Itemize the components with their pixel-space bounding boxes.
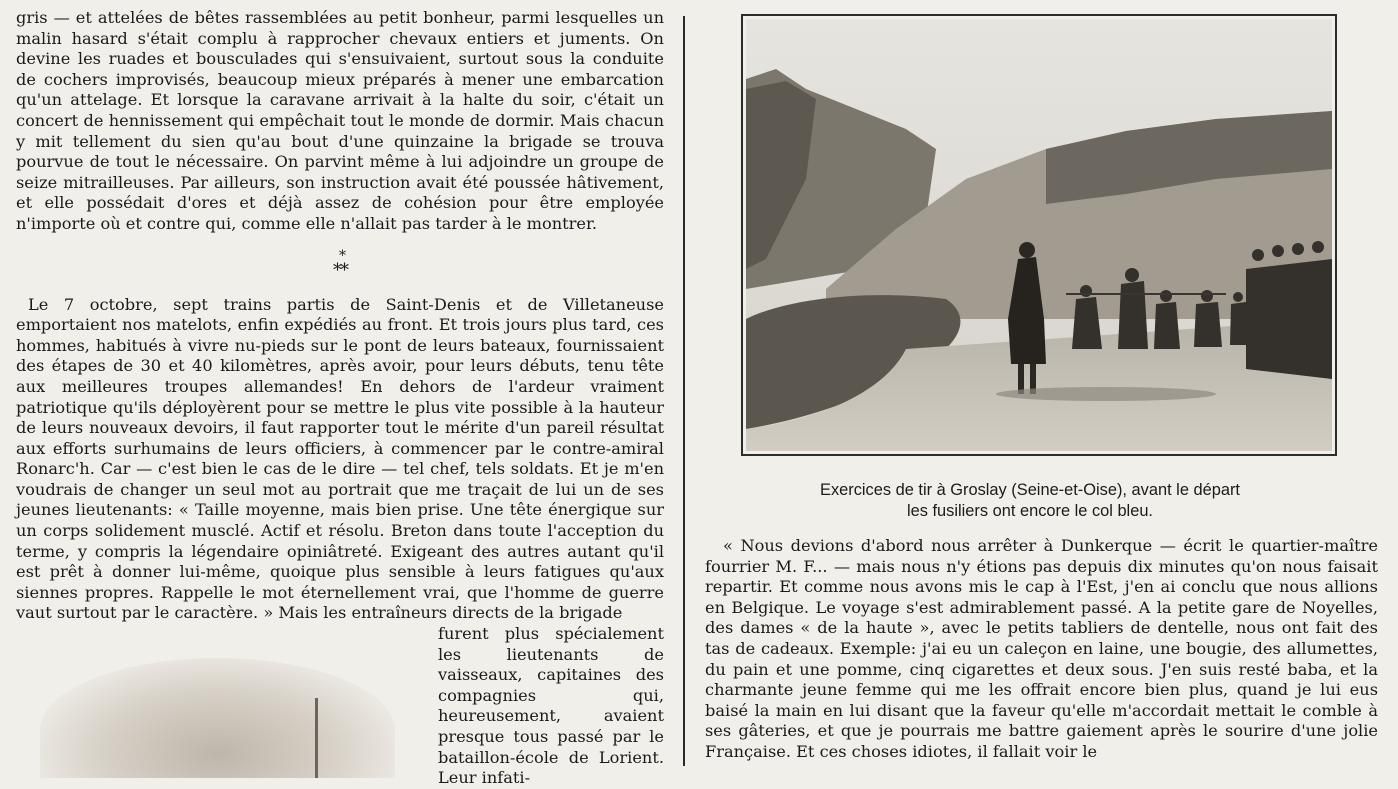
photo-caption bbox=[720, 480, 1340, 522]
photo-shooting-exercise bbox=[746, 19, 1332, 451]
section-ornament bbox=[16, 247, 664, 281]
paragraph-caravane: gris — et attelées de bêtes rassemblées au petit bonheur, parmi lesquelles un malin hasard s'était complu à rapprocher chevaux entiers et juments. On devine les ruades et bousculades qui s'ensuivaient, surtout sous la conduite de cochers improvisés, beaucoup mieux préparés à mener une embarcation qu'un attelage. Et lorsque la caravane arrivait à la halte du soir, c'était un concert de hennissement qui empêchait tout le monde de dormir. Mais chacun y mit tellement du sien qu'au bout d'une quinzaine la brigade se trouva pourvue de tout le nécessaire. On parvint même à lui adjoindre un groupe de seize mitrailleuses. Par ailleurs, son instruction avait été poussée hâtivement, et elle possédait d'ores et déjà assez de cohésion pour être employée n'importe où et contre qui, comme elle n'allait pas tarder à le montrer. bbox=[16, 8, 664, 233]
right-column bbox=[705, 536, 1378, 763]
paragraph-letter-quote: « Nous devions d'abord nous arrêter à Dunkerque — écrit le quartier-maître fourrier M. F... — mais nous n'y étions pas depuis dix minutes qu'on nous faisait repartir. Et comme nous avons mis le cap à l'Est, j'en ai conclu que nous allions en Belgique. Le voyage s'est admirablement passé. A la petite gare de Noyelles, des dames « de la haute », avec le petits tabliers de dentelle, nous ont fait des tas de cadeaux. Exemple: j'ai eu un caleçon en laine, une bougie, des allumettes, du pain et une pomme, cinq cigarettes et deux sous. J'en suis resté baba, et la charmante jeune femme qui me les offrait encore bien plus, quand je lui eus baisé la main en lui disant que la faveur qu'elle m'accordait mettait le comble à ses gâteries, et que je pourrais me battre gaiement après le sourire d'une jolie Française. Et ces choses idiotes, il fallait voir le bbox=[705, 536, 1378, 761]
ship-mast-graphic bbox=[315, 698, 318, 778]
caption-line-2: les fusiliers ont encore le col bleu. bbox=[907, 502, 1153, 520]
ornament-star-bottom: ** bbox=[333, 259, 347, 281]
left-column bbox=[16, 8, 664, 624]
photo-frame bbox=[741, 14, 1337, 456]
bottom-photo-partial bbox=[40, 658, 395, 778]
photo-illustration bbox=[746, 19, 1332, 451]
paragraph-wrap-beside-photo: furent plus spécialement les lieutenants de vaisseaux, capitaines des compagnies qui, heureusement, avaient presque tous passé par le bataillon-école de Lorient. Leur infati- bbox=[438, 624, 664, 788]
paragraph-7-octobre: Le 7 octobre, sept trains partis de Saint-Denis et de Villetaneuse emportaient nos matelots, enfin expédiés au front. Et trois jours plus tard, ces hommes, habitués à vivre nu-pieds sur le pont de leurs bateaux, fournissaient des étapes de 30 et 40 kilomètres, après avoir, pour leurs débuts, tenu tête aux meilleures troupes allemandes! En dehors de l'ardeur vraiment patriotique qu'ils déployèrent pour se mettre le plus vite possible à la hauteur de leurs nouveaux devoirs, il faut rapporter tout le mérite d'un pareil résultat aux efforts surhumains de leurs officiers, à commencer par le contre-amiral Ronarc'h. Car — c'est bien le cas de le dire — tel chef, tels soldats. Et je m'en voudrais de changer un seul mot au portrait que me traçait de lui un de ses jeunes lieutenants: « Taille moyenne, mais bien prise. Une tête énergique sur un corps solidement musclé. Actif et résolu. Breton dans toute l'acception du terme, y compris la légendaire opiniâtreté. Exigeant des autres autant qu'il est prêt à donner lui-même, quoique plus sensible à leurs fatigues qu'aux siennes propres. Rappelle le mot éternellement vrai, que l'homme de guerre vaut surtout par le caractère. » Mais les entraîneurs directs de la brigade bbox=[16, 294, 664, 623]
ornament-star-top: * bbox=[339, 247, 344, 264]
caption-line-1: Exercices de tir à Groslay (Seine-et-Oise), avant le départ bbox=[820, 481, 1240, 499]
column-divider bbox=[683, 16, 685, 766]
